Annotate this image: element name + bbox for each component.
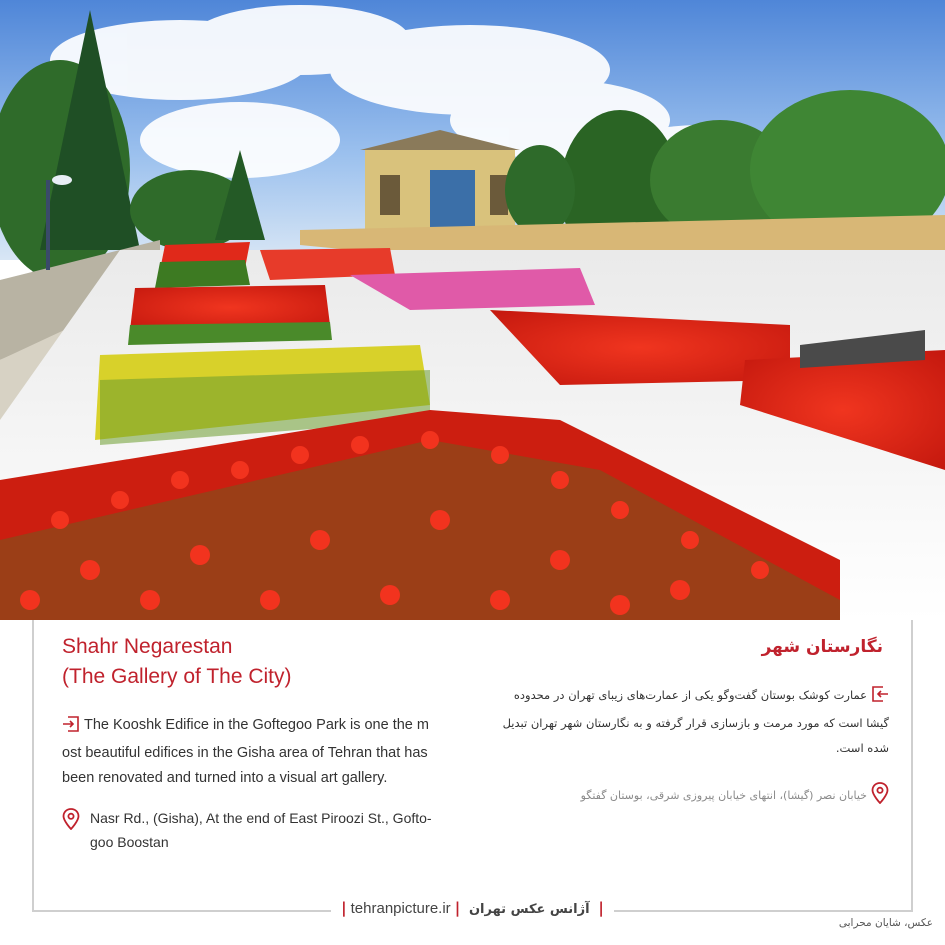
photo-credit: عکس، شایان محرابی: [838, 917, 933, 929]
footer: [0, 897, 945, 921]
description-english-text: The Kooshk Edifice in the Goftegoo Park is one the m ost beautiful edifices in the Gisha area of Tehran that has been renovated and turned into a visual art gallery.: [62, 717, 429, 786]
enter-arrow-icon: [62, 716, 84, 741]
footer-divider: |: [341, 899, 347, 917]
description-persian-text: عمارت کوشک بوستان گفت‌وگو یکی از عمارت‌های زیبای تهران در محدوده گیشا است که مورد مرمت و بازسازی قرار گرفته و به نگارستان شهر تهران تبدیل شده است.: [502, 688, 889, 755]
description-persian: [499, 683, 889, 761]
footer-divider: |: [598, 899, 604, 917]
description-english: [62, 713, 447, 791]
title-persian: نگارستان شهر: [761, 637, 883, 657]
footer-site-link[interactable]: tehranpicture.ir: [350, 900, 451, 917]
title-english-line2: (The Gallery of The City): [62, 665, 292, 688]
footer-badge: [331, 897, 614, 921]
address-persian: [499, 782, 889, 813]
address-english: [62, 806, 447, 854]
map-pin-icon: [62, 808, 80, 837]
address-persian-text: خیابان نصر (گیشا)، انتهای خیابان پیروزی شرقی، بوستان گفتگو: [580, 789, 867, 802]
enter-arrow-icon-fa: [867, 686, 889, 711]
footer-agency: آژانس عکس تهران: [468, 902, 590, 917]
address-english-text: Nasr Rd., (Gisha), At the end of East Piroozi St., Gofto-goo Boostan: [90, 810, 432, 850]
map-pin-icon-fa: [871, 782, 889, 813]
footer-divider: |: [454, 899, 461, 917]
title-english: [62, 632, 442, 692]
title-english-line1: Shahr Negarestan: [62, 635, 233, 658]
